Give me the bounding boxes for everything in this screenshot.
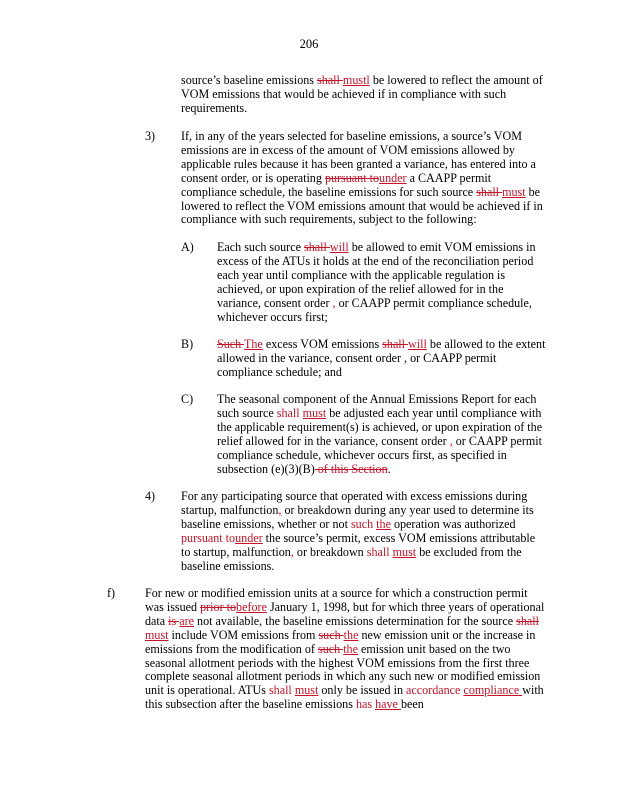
text-run: Each such source (217, 240, 304, 254)
text-run: be allowed to the extent allowed in the variance, consent order , or CAAPP permit compliance schedule; and (217, 337, 546, 379)
revised-text: shall (268, 683, 292, 698)
text-run: with this subsection after the baseline emissions (145, 683, 544, 712)
inserted-text: must (145, 627, 169, 642)
deleted-text: pursuant to (324, 170, 380, 185)
text-run: be adjusted each year until compliance with the applicable requirement(s) is achieved, or upon expiration of the relief allowed for in the variance, consent order (217, 405, 543, 448)
inserted-text: must (392, 544, 417, 559)
deleted-text: Such (217, 337, 244, 351)
deleted-text: is (168, 613, 180, 628)
inserted-text: have (375, 697, 401, 712)
deleted-text: shall (476, 184, 503, 199)
revised-text: pursuant to (181, 530, 236, 545)
item-3-label: 3) (145, 129, 156, 143)
text-run: be excluded from the baseline emissions. (181, 544, 522, 573)
text-run: be lowered to reflect the VOM emissions amount that would be achieved if in compliance with such requirements, subject to the following: (181, 184, 543, 227)
inserted-text: are (179, 613, 195, 628)
deleted-text: prior to (200, 599, 237, 614)
deleted-text: such (317, 641, 344, 656)
inserted-text: , (290, 544, 294, 559)
inserted-text: , (332, 295, 336, 310)
inserted-text: , (278, 502, 282, 517)
deleted-text: such (318, 627, 344, 642)
text-run: or CAAPP permit compliance schedule, whichever occurs first; (217, 295, 532, 324)
item-3B-label: B) (181, 337, 194, 351)
text-run: For new or modified emission units at a source for which a construction permit was issued (145, 586, 528, 614)
text-run: the source’s permit, excess VOM emissions attributable to startup, malfunction (181, 530, 536, 559)
inserted-text: under (235, 530, 263, 545)
inserted-text: will (329, 240, 349, 254)
deleted-text: shall (516, 613, 539, 628)
inserted-text: the (376, 516, 391, 531)
text-run: a CAAPP permit compliance schedule, the baseline emissions for such source (181, 170, 492, 199)
item-3B-paragraph (217, 338, 547, 380)
inserted-text: the (343, 641, 358, 656)
text-run: For any participating source that operated with excess emissions during startup, malfunction (181, 489, 528, 517)
text-run: If, in any of the years selected for baseline emissions, a source’s VOM emissions are in excess of the amount of VOM emissions allowed by applicable rules because it has been granted a variance, has entered into a consent order, or is operating (181, 129, 536, 185)
inserted-text: must (294, 683, 319, 698)
text-run: been (400, 697, 424, 712)
revised-text: has (355, 697, 373, 712)
inserted-text: the (343, 627, 359, 642)
item-f-paragraph (145, 587, 545, 712)
inserted-text: will (408, 337, 427, 351)
inserted-text: must (502, 184, 526, 199)
text-run: emission unit based on the two seasonal allotment periods with the highest VOM emissions from the first three complete seasonal allotment periods in which any such new or modified emission unit is operational. ATUs (145, 641, 541, 698)
deleted-text: of this Section (314, 461, 388, 476)
text-run: be allowed to emit VOM emissions in excess of the ATUs it holds at the end of the reconciliation period each year until compliance with the applicable regulation is achieved, or upon expiration of the relief allowed for in the variance, consent order (217, 240, 536, 310)
text-run: excess VOM emissions (262, 337, 383, 351)
text-run: source’s baseline emissions (181, 73, 318, 87)
text-run: new emission unit or the increase in emissions from the modification of (145, 627, 536, 656)
revised-text: such (350, 516, 374, 531)
item-3-paragraph (181, 130, 549, 227)
item-3A-paragraph (217, 241, 547, 324)
text-run: not available, the baseline emissions determination for the source (194, 613, 517, 628)
intro-paragraph (181, 74, 551, 116)
text-run: or breakdown during any year used to determine its baseline emissions, whether or not (181, 502, 534, 531)
text-run: be lowered to reflect the amount of VOM emissions that would be achieved if in compliance with such requirements. (181, 73, 543, 115)
deleted-text: shall (382, 337, 409, 351)
inserted-text: under (379, 170, 407, 185)
item-3C-paragraph (217, 393, 547, 476)
page-number: 206 (299, 37, 319, 51)
revised-text: shall (366, 544, 390, 559)
revised-text: accordance (406, 683, 461, 698)
inserted-text: The (244, 337, 263, 351)
deleted-text: shall (303, 240, 330, 254)
text-run: operation was authorized (390, 516, 516, 531)
text-run: or breakdown (293, 544, 367, 559)
item-f-label: f) (107, 586, 116, 600)
item-3C-label: C) (181, 392, 194, 406)
item-4-paragraph (181, 490, 541, 573)
text-run: include VOM emissions from (168, 627, 319, 642)
inserted-text: must (302, 405, 327, 420)
deleted-text: shall (317, 73, 343, 87)
revised-text: shall (276, 405, 300, 420)
text-run: . (387, 461, 391, 476)
text-run: only be issued in (318, 683, 407, 698)
text-run: or CAAPP permit compliance schedule, whichever occurs first, as specified in subsection (e)(3)(B) (217, 433, 542, 476)
inserted-text: , (449, 433, 453, 448)
inserted-text: before (236, 599, 267, 614)
inserted-text: mustl (342, 73, 370, 87)
inserted-text: compliance (463, 683, 523, 698)
item-4-label: 4) (145, 489, 156, 503)
text-run: January 1, 1998, but for which three years of operational data (145, 599, 545, 628)
text-run: The seasonal component of the Annual Emissions Report for each such source (217, 392, 537, 420)
item-3A-label: A) (181, 240, 194, 254)
